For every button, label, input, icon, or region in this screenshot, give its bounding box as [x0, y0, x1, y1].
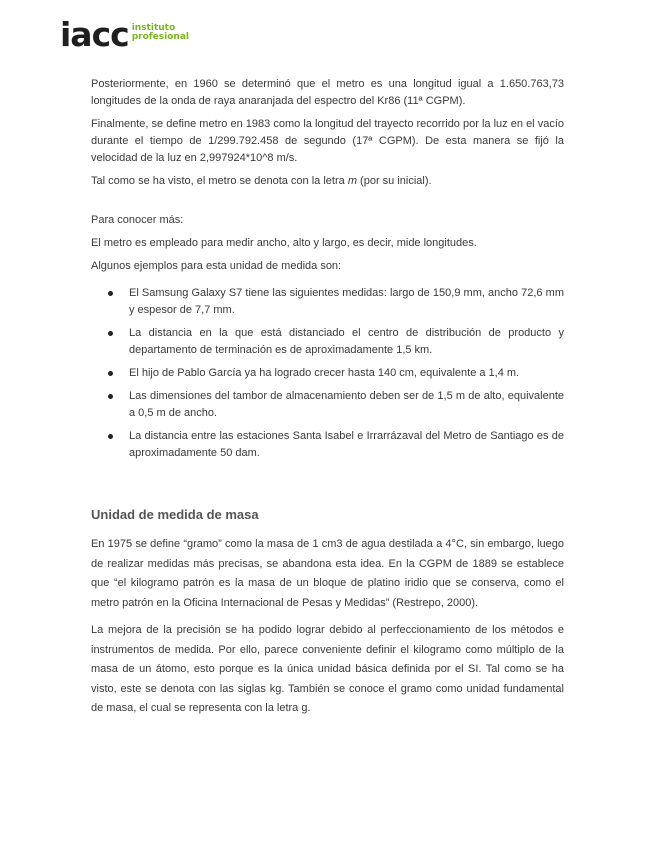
section-heading-masa: Unidad de medida de masa [91, 507, 259, 522]
paragraph-metro-uso: El metro es empleado para medir ancho, alto y largo, es decir, mide longitudes. [91, 237, 477, 249]
logo-subtitle [132, 24, 189, 42]
paragraph-precision: La mejora de la precisión se ha podido lograr debido al perfeccionamiento de los métodos e instrumentos de medida. Por ello, parece conveniente definir el kilogramo como múltiplo de la masa de un átomo, esto porque es la única unidad básica definida por el SI. Tal como se ha visto, este se denota con las siglas kg. También se conoce el gramo como unidad fundamental de masa, el cual se representa con la letra g. [91, 624, 564, 714]
paragraph-1960: Posteriormente, en 1960 se determinó que el metro es una longitud igual a 1.650.763,73 longitudes de la onda de raya anaranjada del espectro del Kr86 (11ª CGPM). [91, 78, 564, 107]
paragraph-gramo: En 1975 se define “gramo” como la masa de 1 cm3 de agua destilada a 4°C, sin embargo, luego de realizar medidas más precisas, se abandona esta idea. En la CGPM de 1889 se establece que “el kilogramo patrón es la masa de un bloque de platino iridio que se conserva, como el metro patrón en la Oficina Internacional de Pesas y Medidas” (Restrepo, 2000). [91, 538, 564, 609]
bullet-icon [108, 394, 113, 399]
logo-line2: profesional [131, 32, 189, 42]
list-item: La distancia en la que está distanciado el centro de distribución de producto y departamento de terminación es de aproximadamente 1,5 km. [91, 325, 564, 359]
list-item: Las dimensiones del tambor de almacenamiento deben ser de 1,5 m de alto, equivalente a 0,5 m de ancho. [91, 388, 564, 422]
bullet-icon [108, 331, 113, 336]
examples-list [91, 285, 564, 462]
document-body [91, 76, 564, 727]
p3-text-b: (por su inicial). [356, 175, 432, 187]
bullet-icon [108, 371, 113, 376]
bullet-icon [108, 291, 113, 296]
p3-text-a: Tal como se ha visto, el metro se denota con la letra [91, 175, 348, 187]
logo-mark: iacc [60, 15, 129, 54]
paragraph-metro-letter [91, 173, 564, 190]
paragraph-ejemplos: Algunos ejemplos para esta unidad de medida son: [91, 260, 342, 272]
iacc-logo [60, 15, 189, 54]
p3-letter-m: m [347, 175, 357, 187]
list-item: El Samsung Galaxy S7 tiene las siguientes medidas: largo de 150,9 mm, ancho 72,6 mm y espesor de 7,7 mm. [91, 285, 564, 319]
list-item: La distancia entre las estaciones Santa Isabel e Irrarrázaval del Metro de Santiago es de aproximadamente 50 dam. [91, 428, 564, 462]
paragraph-para-conocer: Para conocer más: [91, 214, 184, 226]
logo-line1: instituto [131, 23, 176, 33]
paragraph-1983: Finalmente, se define metro en 1983 como la longitud del trayecto recorrido por la luz en el vacío durante el tiempo de 1/299.792.458 de segundo (17ª CGPM). De esta manera se fijó la velocidad de la luz en 2,997924*10^8 m/s. [91, 118, 564, 164]
bullet-icon [108, 434, 113, 439]
list-item: El hijo de Pablo García ya ha logrado crecer hasta 140 cm, equivalente a 1,4 m. [91, 365, 564, 382]
